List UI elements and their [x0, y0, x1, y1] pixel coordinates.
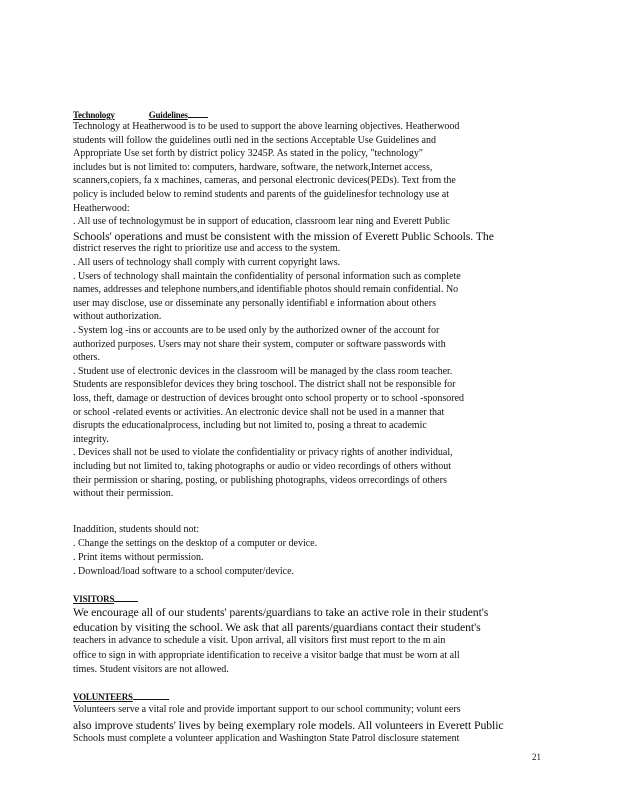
text-line: Schools must complete a volunteer application and Washington State Patrol disclosure statement: [73, 733, 460, 745]
visitors-heading-text: VISITORS: [73, 594, 115, 604]
text-line: without authorization.: [73, 311, 162, 323]
text-line: . All users of technology shall comply with current copyright laws.: [73, 257, 341, 268]
text-line: others.: [73, 352, 100, 364]
visitors-heading: [73, 594, 138, 604]
text-line: education by visiting the school. We ask that all parents/guardians contact their student's: [73, 620, 481, 633]
volunteers-heading-text: VOLUNTEERS: [73, 692, 133, 702]
text-line: students will follow the guidelines outli ned in the sections Acceptable Use Guidelines and: [73, 134, 436, 146]
text-line: . Student use of electronic devices in the classroom will be managed by the class room teacher.: [73, 365, 453, 377]
text-line: authorized purposes. Users may not share their system, computer or software passwords with: [73, 338, 446, 350]
text-line: disrupts the educationalprocess, including but not limited to, posing a threat to academic: [73, 420, 427, 432]
text-line: or school -related events or activities. An electronic device shall not be used in a manner that: [73, 406, 445, 418]
text-line: . System log -ins or accounts are to be used only by the authorized owner of the account for: [73, 325, 440, 336]
text-line: . Change the settings on the desktop of a computer or device.: [73, 538, 318, 549]
text-line: policy is included below to remind students and parents of the guidelinesfor technology use at: [73, 189, 450, 200]
heading-underline: [133, 699, 169, 700]
text-line: includes but is not limited to: computers, hardware, software, the network,Internet access,: [73, 161, 433, 173]
text-line: office to sign in with appropriate identification to receive a visitor badge that must be worn at all: [73, 649, 460, 661]
text-line: . Users of technology shall maintain the confidentiality of personal information such as complete: [73, 270, 461, 282]
text-line: without their permission.: [73, 488, 174, 500]
text-line: Schools' operations and must be consistent with the mission of Everett Public Schools. The: [73, 229, 494, 242]
technology-guidelines-heading: [73, 110, 208, 120]
text-line: Heatherwood:: [73, 202, 130, 214]
text-line: also improve students' lives by being exemplary role models. All volunteers in Everett Public: [73, 718, 504, 731]
text-line: user may disclose, use or disseminate any personally identifiabl e information about others: [73, 297, 436, 309]
heading-technology: Technology: [73, 110, 115, 120]
text-line: Appropriate Use set forth by district policy 3245P. As stated in the policy, "technology": [73, 148, 423, 160]
text-line: teachers in advance to schedule a visit. Upon arrival, all visitors first must report to the m ain: [73, 635, 446, 647]
text-line: . All use of technologymust be in support of education, classroom lear ning and Everett Public: [73, 216, 450, 228]
volunteers-heading: [73, 692, 169, 702]
text-line: . Devices shall not be used to violate the confidentiality or privacy rights of another individual,: [73, 447, 453, 459]
text-line: district reserves the right to prioritize use and access to the system.: [73, 243, 341, 255]
heading-guidelines: Guidelines: [148, 110, 188, 120]
text-line: Volunteers serve a vital role and provide important support to our school community; volunt eers: [73, 704, 461, 715]
text-line: Technology at Heatherwood is to be used to support the above learning objectives. Heatherwood: [73, 121, 460, 132]
heading-underline: [188, 117, 208, 118]
text-line: . Print items without permission.: [73, 552, 204, 563]
text-line: their permission or sharing, posting, or publishing photographs, videos orrecordings of others: [73, 474, 447, 486]
text-line: . Download/load software to a school computer/device.: [73, 566, 295, 577]
text-line: loss, theft, damage or destruction of devices brought onto school property or to school -sponsored: [73, 393, 465, 404]
text-line: scanners,copiers, fa x machines, cameras, and personal electronic devices(PEDs). Text from the: [73, 175, 456, 187]
page-number: 21: [532, 752, 541, 762]
addition-intro: Inaddition, students should not:: [73, 524, 200, 535]
text-line: We encourage all of our students' parents/guardians to take an active role in their student's: [73, 606, 489, 618]
text-line: Students are responsiblefor devices they bring toschool. The district shall not be responsible for: [73, 379, 456, 391]
text-line: including but not limited to, taking photographs or audio or video recordings of others without: [73, 461, 451, 472]
text-line: integrity.: [73, 433, 109, 445]
text-line: times. Student visitors are not allowed.: [73, 664, 229, 676]
heading-underline: [114, 601, 138, 602]
text-line: names, addresses and telephone numbers,and identifiable photos should remain confidential. No: [73, 284, 459, 296]
